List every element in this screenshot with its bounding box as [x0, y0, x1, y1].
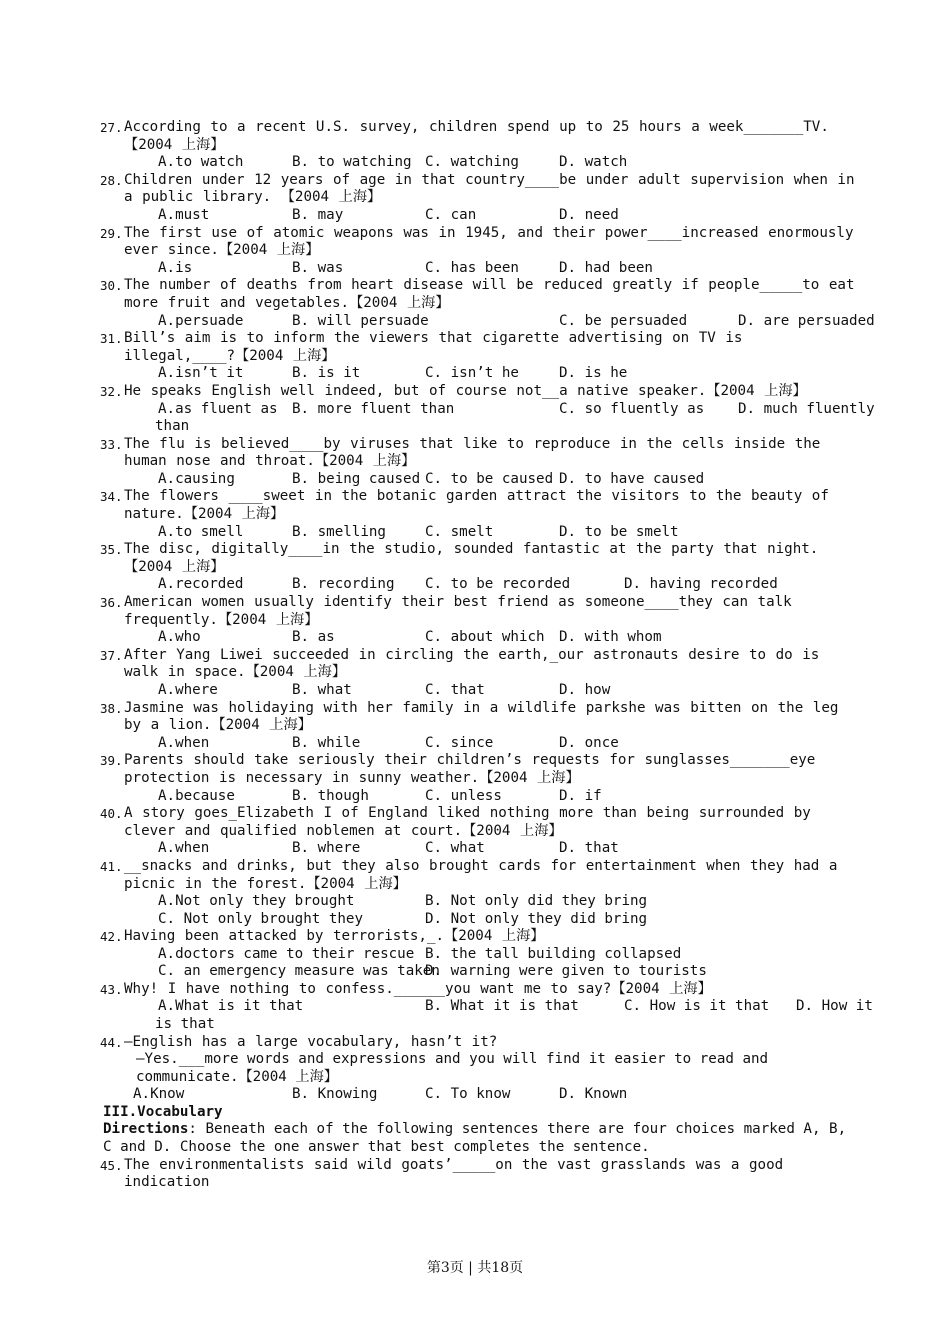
- option-b: B. to watching: [292, 154, 412, 171]
- exam-content: [100, 119, 875, 1192]
- question-text: He speaks English well indeed, but of course not__a native speaker.【2004 上海】: [124, 382, 807, 399]
- question-number: 40.: [100, 806, 123, 822]
- options: [124, 629, 863, 647]
- option-d: D. to be smelt: [559, 523, 679, 540]
- question-continuation: —Yes.___more words and expressions and you will find it easier to read and communicate.【2004 上海】: [136, 1051, 769, 1085]
- option-b: B. Not only did they bring: [425, 893, 648, 910]
- option-c: C. has been: [425, 259, 519, 276]
- option-a: A.is: [158, 259, 193, 276]
- option-d: D. Not only they did bring: [425, 910, 648, 927]
- option-b: B. the tall building collapsed: [425, 945, 682, 962]
- option-c: C. to be caused: [425, 470, 554, 487]
- option-b: B. more fluent than: [292, 400, 455, 417]
- options: [124, 735, 863, 753]
- options: [124, 946, 863, 981]
- option-d: D. is he: [559, 365, 628, 382]
- option-c: C. smelt: [425, 523, 494, 540]
- option-b: B. What it is that: [425, 998, 579, 1015]
- options: [124, 998, 873, 1016]
- question-44: [100, 1033, 863, 1104]
- option-b: B. where: [292, 840, 361, 857]
- option-c: C. Not only brought they: [158, 910, 363, 927]
- question-43: [100, 980, 873, 1034]
- option-b: B. smelling: [292, 523, 386, 540]
- question-number: 38.: [100, 700, 123, 716]
- options: [124, 312, 875, 331]
- question-text: The flowers ____sweet in the botanic garden attract the visitors to the beauty of nature.【2004 上海】: [124, 488, 829, 523]
- option-c: C. an emergency measure was taken: [158, 963, 440, 980]
- option-c: C. since: [425, 734, 494, 751]
- option-d: D. had been: [559, 259, 653, 276]
- option-c: C. To know: [425, 1086, 511, 1103]
- option-d: D. how: [559, 682, 611, 698]
- question-31: [100, 330, 863, 383]
- question-27: [100, 119, 863, 172]
- question-number: 30.: [100, 278, 123, 294]
- options: [124, 788, 863, 806]
- option-c: C. watching: [425, 154, 519, 171]
- option-b: B. being caused: [292, 470, 421, 487]
- question-number: 36.: [100, 595, 123, 611]
- option-a: A.Not only they brought: [158, 893, 355, 910]
- question-number: 29.: [100, 225, 123, 241]
- option-a: A.to watch: [158, 154, 244, 171]
- question-text: The number of deaths from heart disease will be reduced greatly if people_____to eat more fruit and vegetables.【2004 上海】: [124, 277, 855, 311]
- question-33: [100, 435, 863, 489]
- option-c: C. what: [425, 840, 485, 857]
- options: [124, 1086, 863, 1104]
- page-footer: 第3页 | 共18页: [426, 1260, 524, 1276]
- question-41: [100, 857, 863, 928]
- options: [124, 207, 863, 225]
- options: [124, 365, 863, 383]
- options: [124, 154, 863, 172]
- option-d: D. warning were given to tourists: [425, 963, 707, 980]
- option-d: D. watch: [559, 154, 628, 171]
- options: [124, 682, 863, 700]
- question-35: [100, 541, 863, 594]
- question-40: [100, 805, 863, 858]
- question-39: [100, 752, 863, 805]
- question-text: —English has a large vocabulary, hasn’t it?: [124, 1033, 498, 1050]
- option-d: D. having recorded: [624, 576, 778, 593]
- question-number: 34.: [100, 489, 123, 505]
- option-c: C. unless: [425, 787, 502, 804]
- question-number: 33.: [100, 436, 123, 452]
- question-text: The flu is believed____by viruses that like to reproduce in the cells inside the human nose and throat.【2004 上海】: [124, 435, 821, 470]
- question-34: [100, 488, 863, 541]
- question-28: [100, 171, 863, 225]
- question-32: [100, 382, 875, 436]
- option-d: D. once: [559, 734, 619, 751]
- option-b: B. though: [292, 787, 369, 804]
- option-c: C. to be recorded: [425, 576, 571, 593]
- directions-text: : Beneath each of the following sentences there are four choices marked A, B, C and D. Choose the one answer that best completes the sentence.: [103, 1121, 847, 1156]
- option-a: A.causing: [158, 470, 235, 487]
- option-continuation: is that: [155, 1015, 215, 1032]
- option-a: A.What is it that: [158, 998, 304, 1015]
- options: [124, 576, 863, 594]
- question-text: Parents should take seriously their children’s requests for sunglasses_______eye protection is necessary in sunny weather.【2004 上海】: [124, 752, 816, 786]
- options: [124, 893, 863, 928]
- directions: [103, 1121, 863, 1156]
- question-text: Bill’s aim is to inform the viewers that cigarette advertising on TV is illegal,____?【2004 上海】: [124, 330, 743, 364]
- question-text: According to a recent U.S. survey, children spend up to 25 hours a week_______TV.【2004 上海】: [124, 119, 829, 153]
- option-b: B. while: [292, 734, 361, 751]
- question-29: [100, 224, 863, 278]
- option-d: D. How it: [796, 998, 873, 1015]
- question-text: American women usually identify their best friend as someone____they can talk frequently.【2004 上海】: [124, 594, 792, 628]
- question-number: 41.: [100, 858, 123, 874]
- option-a: A.must: [158, 206, 210, 223]
- option-a: A.to smell: [158, 523, 244, 540]
- question-number: 37.: [100, 647, 123, 663]
- question-number: 45.: [100, 1157, 123, 1173]
- question-text: The environmentalists said wild goats’_____on the vast grasslands was a good indication: [124, 1156, 784, 1191]
- option-c: C. about which: [425, 629, 545, 646]
- option-b: B. Knowing: [292, 1086, 378, 1103]
- question-text: The disc, digitally____in the studio, sounded fantastic at the party that night.【2004 上海】: [124, 541, 819, 575]
- option-d: D. Known: [559, 1086, 628, 1103]
- option-b: B. may: [292, 206, 344, 223]
- option-d: D. with whom: [559, 629, 662, 646]
- option-a: A.where: [158, 682, 218, 698]
- option-d: D. are persuaded: [738, 312, 875, 329]
- question-text: Children under 12 years of age in that country____be under adult supervision when in a public library. 【2004 上海】: [124, 171, 855, 206]
- option-c: C. that: [425, 682, 485, 698]
- options: [124, 260, 863, 278]
- question-number: 31.: [100, 331, 123, 347]
- option-a: A.as fluent as: [158, 400, 278, 417]
- question-text: Having been attacked by terrorists,_.【2004 上海】: [124, 928, 545, 945]
- options: [124, 471, 863, 489]
- directions-label: Directions: [103, 1121, 189, 1138]
- option-c: C. be persuaded: [559, 312, 688, 329]
- options: [124, 400, 875, 419]
- question-37: [100, 646, 863, 700]
- option-d: D. much fluently: [738, 400, 875, 417]
- question-45: [100, 1156, 863, 1192]
- question-text: Jasmine was holidaying with her family in a wildlife parkshe was bitten on the leg by a lion.【2004 上海】: [124, 699, 839, 734]
- option-d: D. that: [559, 840, 619, 857]
- option-c: C. can: [425, 206, 477, 223]
- section-title: III.Vocabulary: [103, 1103, 223, 1120]
- option-c: C. How is it that: [624, 998, 770, 1015]
- option-b: B. as: [292, 629, 335, 646]
- question-number: 39.: [100, 753, 123, 769]
- question-text: __snacks and drinks, but they also brought cards for entertainment when they had a picnic in the forest.【2004 上海】: [124, 857, 838, 892]
- option-a: A.who: [158, 629, 201, 646]
- option-b: B. what: [292, 682, 352, 698]
- option-b: B. recording: [292, 576, 395, 593]
- option-a: A.when: [158, 734, 210, 751]
- option-b: B. was: [292, 259, 344, 276]
- option-a: A.because: [158, 787, 235, 804]
- options: [124, 840, 863, 858]
- option-a: A.isn’t it: [158, 365, 244, 382]
- question-number: 28.: [100, 172, 123, 188]
- question-number: 42.: [100, 929, 123, 945]
- question-42: [100, 928, 863, 981]
- question-30: [100, 277, 875, 330]
- option-c: C. so fluently as: [559, 400, 705, 417]
- option-d: D. if: [559, 787, 602, 804]
- option-a: A.persuade: [158, 312, 244, 329]
- option-a: A.doctors came to their rescue: [158, 945, 415, 962]
- question-text: The first use of atomic weapons was in 1945, and their power____increased enormously ever since.【2004 上海】: [124, 224, 854, 259]
- question-38: [100, 699, 863, 753]
- option-b: B. is it: [292, 365, 361, 382]
- question-number: 35.: [100, 542, 123, 558]
- question-text: Why! I have nothing to confess.______you want me to say?【2004 上海】: [124, 980, 712, 997]
- question-number: 32.: [100, 383, 123, 399]
- option-c: C. isn’t he: [425, 365, 519, 382]
- option-continuation: than: [155, 418, 190, 435]
- question-number: 43.: [100, 981, 123, 997]
- option-d: D. to have caused: [559, 470, 705, 487]
- option-a: A.recorded: [158, 576, 244, 593]
- question-text: After Yang Liwei succeeded in circling the earth,_our astronauts desire to do is walk in space.【2004 上海】: [124, 646, 820, 681]
- option-b: B. will persuade: [292, 312, 429, 329]
- options: [124, 524, 863, 542]
- question-number: 44.: [100, 1034, 123, 1050]
- option-a: A.when: [158, 840, 210, 857]
- option-a: A.Know: [133, 1086, 185, 1103]
- question-text: A story goes_Elizabeth I of England liked nothing more than being surrounded by clever and qualified noblemen at court.【2004 上海】: [124, 805, 811, 839]
- question-36: [100, 594, 863, 647]
- option-d: D. need: [559, 206, 619, 223]
- question-number: 27.: [100, 120, 123, 135]
